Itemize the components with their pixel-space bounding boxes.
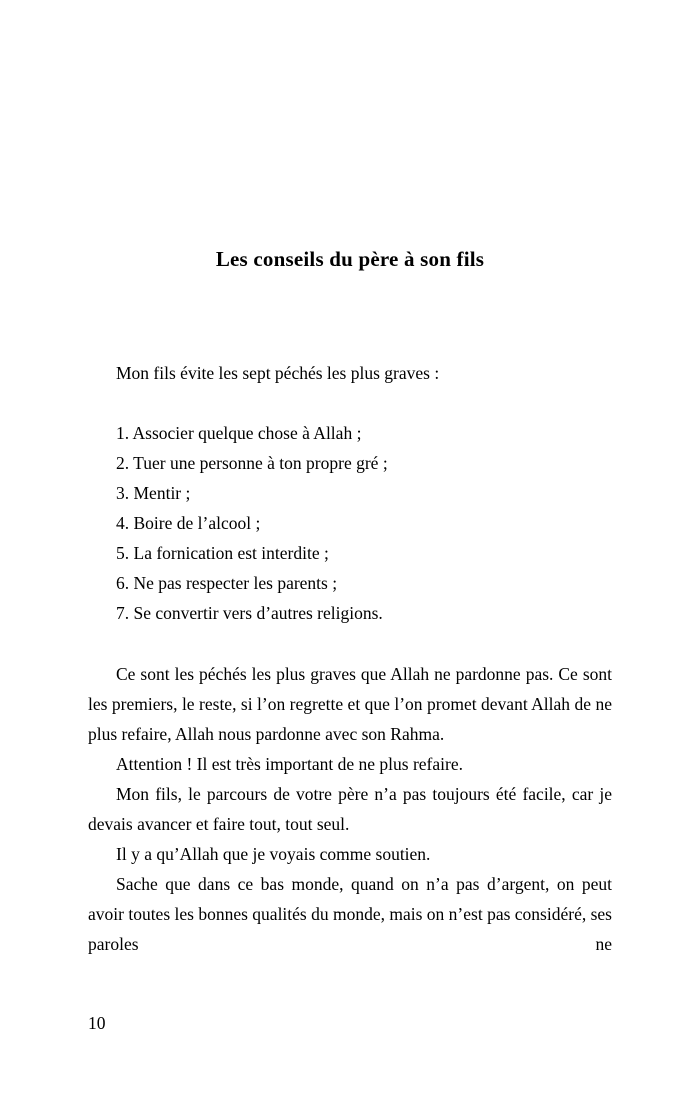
list-item: 4. Boire de l’alcool ;	[116, 513, 261, 533]
list-item: 7. Se convertir vers d’autres religions.	[116, 603, 383, 623]
list-item: 6. Ne pas respecter les parents ;	[116, 573, 338, 593]
list-item: 1. Associer quelque chose à Allah ;	[116, 423, 362, 443]
list-item: 2. Tuer une personne à ton propre gré ;	[116, 453, 388, 473]
paragraph: Il y a qu’Allah que je voyais comme soutien.	[116, 844, 431, 864]
page-number: 10	[88, 1013, 106, 1033]
list-item: 5. La fornication est interdite ;	[116, 543, 329, 563]
intro-paragraph: Mon fils évite les sept péchés les plus graves :	[116, 363, 440, 383]
paragraph: Ce sont les péchés les plus graves que Allah ne pardonne pas. Ce sont les premiers, le reste, si l’on regrette et que l’on promet devant Allah de ne plus refaire, Allah nous pardonne avec son Rahma.	[88, 664, 612, 744]
paragraph: Mon fils, le parcours de votre père n’a pas toujours été facile, car je devais avancer et faire tout, tout seul.	[88, 784, 612, 834]
body-paragraphs	[88, 659, 612, 959]
sin-list	[88, 418, 612, 628]
paragraph: Sache que dans ce bas monde, quand on n’a pas d’argent, on peut avoir toutes les bonnes qualités du monde, mais on n’est pas considéré, ses paroles ne	[88, 874, 612, 954]
paragraph: Attention ! Il est très important de ne plus refaire.	[116, 754, 463, 774]
list-item: 3. Mentir ;	[116, 483, 191, 503]
page-title: Les conseils du père à son fils	[215, 247, 485, 271]
page-content	[88, 0, 612, 959]
